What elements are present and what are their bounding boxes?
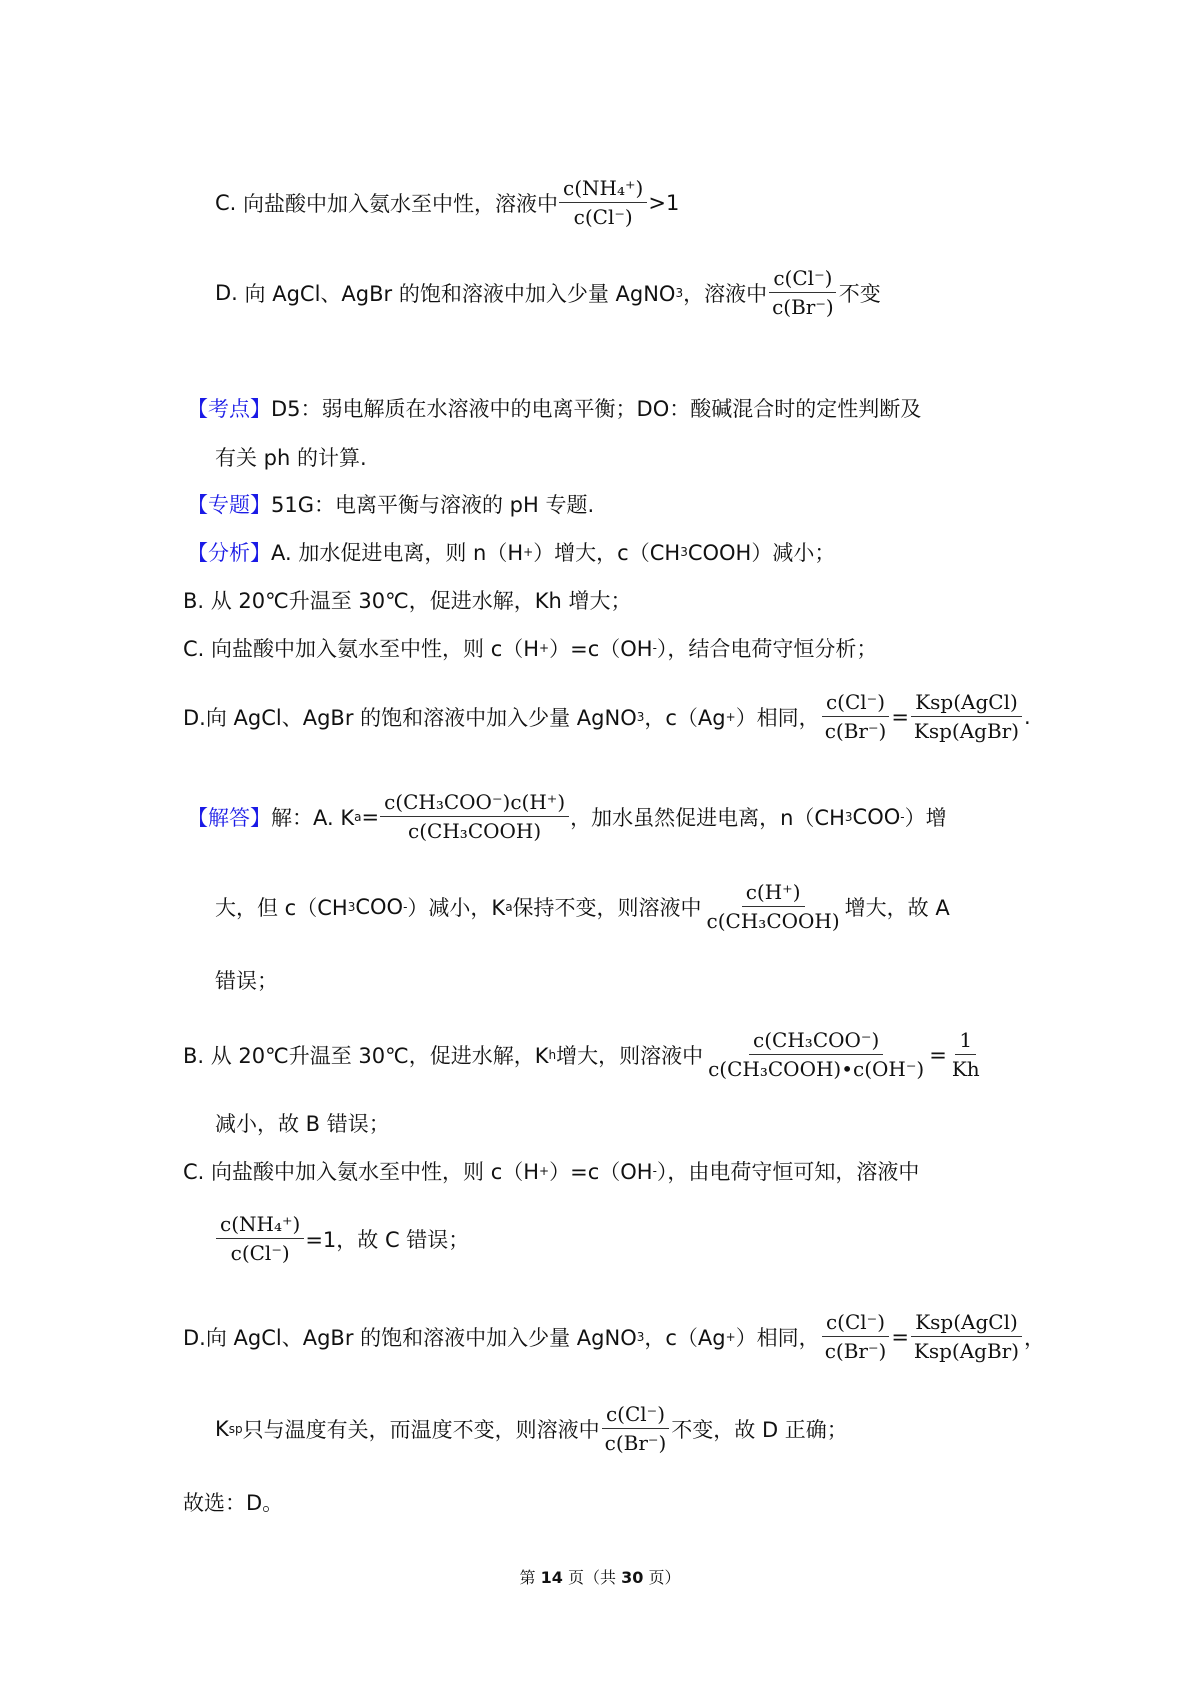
numerator: c(Cl⁻) bbox=[602, 1402, 669, 1429]
jieda-line-a3 bbox=[215, 965, 278, 995]
text: 增大，则溶液中 bbox=[556, 1043, 704, 1068]
jieda-line-d2 bbox=[215, 1402, 848, 1455]
text: = bbox=[361, 804, 380, 829]
text: = bbox=[891, 1324, 909, 1349]
text: 保持不变，则溶液中 bbox=[512, 895, 702, 920]
superscript: + bbox=[523, 545, 534, 559]
text: 大，但 c（CH bbox=[215, 895, 348, 920]
denominator: c(Cl⁻) bbox=[230, 1241, 290, 1265]
numerator: c(NH₄⁺) bbox=[559, 176, 647, 203]
subscript: 3 bbox=[680, 545, 688, 559]
numerator: c(CH₃COO⁻)c(H⁺) bbox=[380, 790, 569, 817]
text: . bbox=[1024, 704, 1031, 729]
subscript: 3 bbox=[636, 709, 645, 724]
text: = bbox=[891, 704, 909, 729]
page-number: 14 bbox=[540, 1568, 563, 1587]
text: COOH）减小； bbox=[687, 541, 836, 565]
jieda-line-a bbox=[187, 790, 947, 843]
text: ）相同， bbox=[735, 1325, 820, 1350]
denominator: c(Cl⁻) bbox=[573, 205, 633, 229]
subscript: 3 bbox=[636, 1329, 645, 1344]
subscript: h bbox=[548, 1047, 557, 1062]
text: ）=c（OH bbox=[549, 637, 653, 661]
numerator: c(Cl⁻) bbox=[769, 266, 836, 293]
fraction bbox=[559, 176, 647, 229]
text: ，加水虽然促进电离，n（CH bbox=[570, 805, 845, 830]
kaodian-line bbox=[187, 393, 921, 423]
fraction bbox=[910, 1310, 1023, 1363]
text: ， bbox=[1024, 1325, 1046, 1350]
option-text: ，溶液中 bbox=[683, 281, 768, 306]
text: B. 从 20℃升温至 30℃，促进水解，Kh 增大； bbox=[183, 589, 632, 613]
text: 第 bbox=[519, 1568, 541, 1587]
superscript: - bbox=[900, 809, 905, 824]
subscript: a bbox=[354, 809, 362, 824]
jieda-line-c bbox=[183, 1156, 919, 1186]
fraction bbox=[768, 266, 838, 319]
jieda-line-b2 bbox=[215, 1108, 390, 1138]
text: D.向 AgCl、AgBr 的饱和溶液中加入少量 AgNO bbox=[183, 705, 637, 730]
text: 解：A. K bbox=[271, 805, 355, 830]
fenxi-line-b bbox=[183, 585, 631, 615]
text: D.向 AgCl、AgBr 的饱和溶液中加入少量 AgNO bbox=[183, 1325, 637, 1350]
jieda-line-a2 bbox=[215, 880, 950, 933]
text: ）相同， bbox=[735, 705, 820, 730]
fraction bbox=[216, 1212, 304, 1265]
denominator: c(CH₃COOH)•c(OH⁻) bbox=[708, 1057, 925, 1081]
text: COO bbox=[355, 894, 404, 919]
text: COO bbox=[852, 804, 901, 829]
numerator: Ksp(AgCl) bbox=[911, 1310, 1022, 1337]
subscript: a bbox=[505, 899, 513, 914]
fraction bbox=[601, 1402, 671, 1455]
numerator: c(NH₄⁺) bbox=[216, 1212, 304, 1239]
text: ）增大，c（CH bbox=[533, 541, 681, 565]
text: 页（共 bbox=[562, 1568, 622, 1587]
denominator: c(CH₃COOH) bbox=[706, 909, 840, 933]
text: ）增 bbox=[904, 805, 947, 830]
text: = bbox=[929, 1042, 947, 1067]
text: =1，故 C 错误； bbox=[305, 1227, 470, 1252]
text: K bbox=[215, 1416, 229, 1441]
jieda-line-c2 bbox=[215, 1212, 469, 1265]
section-tag: 【分析】 bbox=[187, 541, 271, 565]
numerator: c(Cl⁻) bbox=[822, 690, 889, 717]
superscript: + bbox=[725, 709, 736, 724]
fraction bbox=[703, 880, 844, 933]
text: ），结合电荷守恒分析； bbox=[656, 637, 878, 661]
kaodian-line-2 bbox=[215, 442, 367, 472]
fraction bbox=[821, 1310, 891, 1363]
numerator: c(CH₃COO⁻) bbox=[749, 1028, 883, 1055]
text: 错误； bbox=[215, 969, 278, 993]
option-d bbox=[215, 266, 881, 319]
denominator: Kh bbox=[951, 1057, 980, 1081]
answer-line bbox=[183, 1487, 283, 1517]
jieda-line-b bbox=[183, 1028, 985, 1081]
text: 增大，故 A bbox=[844, 895, 950, 920]
text: ），由电荷守恒可知，溶液中 bbox=[656, 1160, 920, 1184]
page-footer bbox=[0, 1565, 1200, 1588]
subscript: 3 bbox=[347, 899, 356, 914]
text: 不变，故 D 正确； bbox=[671, 1417, 848, 1442]
superscript: + bbox=[539, 1164, 550, 1178]
numerator: 1 bbox=[955, 1028, 976, 1055]
fenxi-line-a bbox=[187, 537, 835, 567]
text: B. 从 20℃升温至 30℃，促进水解，K bbox=[183, 1043, 549, 1068]
text: C. 向盐酸中加入氨水至中性，则 c（H bbox=[183, 1160, 540, 1184]
section-tag: 【专题】 bbox=[187, 493, 271, 517]
numerator: Ksp(AgCl) bbox=[911, 690, 1022, 717]
section-text: 有关 ph 的计算. bbox=[215, 446, 367, 470]
option-c bbox=[215, 176, 679, 229]
denominator: c(Br⁻) bbox=[824, 719, 887, 743]
subscript: 3 bbox=[675, 285, 684, 300]
option-text: >1 bbox=[648, 190, 680, 215]
superscript: + bbox=[725, 1329, 736, 1344]
fenxi-line-d bbox=[183, 690, 1031, 743]
text: 减小，故 B 错误； bbox=[215, 1112, 390, 1136]
superscript: + bbox=[539, 641, 550, 655]
fraction bbox=[821, 690, 891, 743]
text: C. 向盐酸中加入氨水至中性，则 c（H bbox=[183, 637, 540, 661]
superscript: - bbox=[652, 1164, 657, 1178]
fraction bbox=[704, 1028, 928, 1081]
fraction bbox=[948, 1028, 984, 1081]
zhuanti-line bbox=[187, 489, 594, 519]
section-tag: 【考点】 bbox=[187, 397, 271, 421]
text: ）=c（OH bbox=[549, 1160, 653, 1184]
option-text: 向 AgCl、AgBr 的饱和溶液中加入少量 AgNO bbox=[244, 281, 676, 306]
text: 故选：D。 bbox=[183, 1491, 284, 1515]
superscript: - bbox=[403, 899, 408, 914]
text: ，c（Ag bbox=[644, 705, 726, 730]
text: ）减小，K bbox=[407, 895, 506, 920]
numerator: c(Cl⁻) bbox=[822, 1310, 889, 1337]
denominator: Ksp(AgBr) bbox=[913, 719, 1020, 743]
option-text: 不变 bbox=[838, 281, 881, 306]
fenxi-line-c bbox=[183, 633, 877, 663]
text: 页） bbox=[643, 1568, 681, 1587]
denominator: c(Br⁻) bbox=[824, 1339, 887, 1363]
fraction bbox=[910, 690, 1023, 743]
jieda-line-d bbox=[183, 1310, 1045, 1363]
text: ，c（Ag bbox=[644, 1325, 726, 1350]
subscript: 3 bbox=[844, 809, 853, 824]
fraction bbox=[380, 790, 569, 843]
section-text: D5：弱电解质在水溶液中的电离平衡；DO：酸碱混合时的定性判断及 bbox=[271, 397, 922, 421]
denominator: Ksp(AgBr) bbox=[913, 1339, 1020, 1363]
text: 只与温度有关，而温度不变，则溶液中 bbox=[242, 1417, 600, 1442]
option-label: D. bbox=[215, 280, 238, 305]
denominator: c(CH₃COOH) bbox=[408, 819, 542, 843]
text: A. 加水促进电离，则 n（H bbox=[271, 541, 524, 565]
denominator: c(Br⁻) bbox=[772, 295, 834, 319]
option-label: C. bbox=[215, 190, 237, 215]
subscript: sp bbox=[228, 1421, 243, 1436]
section-tag: 【解答】 bbox=[187, 805, 271, 830]
page-total: 30 bbox=[621, 1568, 644, 1587]
section-text: 51G：电离平衡与溶液的 pH 专题. bbox=[271, 493, 595, 517]
denominator: c(Br⁻) bbox=[604, 1431, 667, 1455]
numerator: c(H⁺) bbox=[742, 880, 805, 907]
option-text: 向盐酸中加入氨水至中性，溶液中 bbox=[243, 191, 559, 216]
superscript: - bbox=[652, 641, 657, 655]
